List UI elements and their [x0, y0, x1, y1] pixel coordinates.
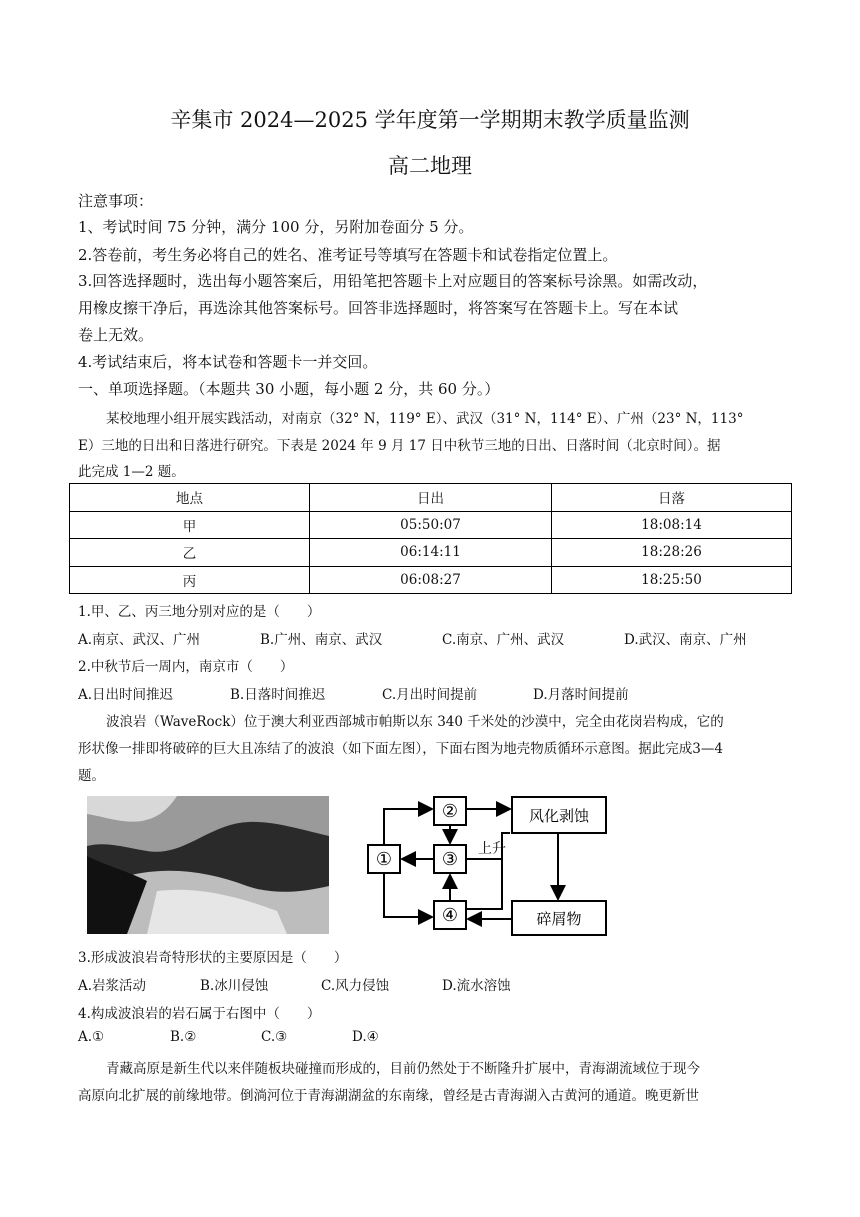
node-3-label: ③: [441, 849, 459, 870]
wave-rock-photo: [87, 796, 329, 934]
question-2-option-b: B.日落时间推迟: [230, 687, 326, 703]
question-4-stem: 4.构成波浪岩的岩石属于右图中（ ）: [78, 1006, 321, 1022]
question-4-option-c: C.③: [261, 1029, 288, 1045]
passage-1-line-1: 某校地理小组开展实践活动，对南京（32° N，119° E）、武汉（31° N，114° E）、广州（23° N，113°: [106, 411, 744, 427]
passage-3-line-1: 青藏高原是新生代以来伴随板块碰撞而形成的，目前仍然处于不断隆升扩展中，青海湖流域位于现今: [106, 1061, 700, 1077]
question-1-stem: 1.甲、乙、丙三地分别对应的是（ ）: [78, 604, 321, 620]
table-cell: 18:28:26: [552, 539, 792, 567]
notice-item-4: 4.考试结束后，将本试卷和答题卡一并交回。: [78, 353, 378, 371]
table-header-cell: 日落: [552, 484, 792, 512]
passage-3-line-2: 高原向北扩展的前缘地带。倒淌河位于青海湖湖盆的东南缘，曾经是古青海湖入古黄河的通道。晚更新世: [78, 1088, 699, 1104]
table-cell: 06:08:27: [310, 566, 552, 594]
question-3-option-d: D.流水溶蚀: [442, 978, 511, 994]
table-header-cell: 日出: [310, 484, 552, 512]
table-row: [70, 511, 792, 539]
table-cell: 05:50:07: [310, 511, 552, 539]
notice-item-3-line-3: 卷上无效。: [78, 326, 154, 344]
notice-item-3-line-2: 用橡皮擦干净后，再选涂其他答案标号。回答非选择题时，将答案写在答题卡上。写在本试: [78, 299, 679, 317]
question-2-option-d: D.月落时间提前: [533, 687, 629, 703]
node-2-label: ②: [441, 801, 459, 822]
weathering-label: 风化剥蚀: [528, 807, 590, 825]
question-3-option-c: C.风力侵蚀: [321, 978, 390, 994]
uplift-label: 上升: [478, 841, 506, 857]
question-2-stem: 2.中秋节后一周内，南京市（ ）: [78, 659, 294, 675]
table-cell: 乙: [70, 539, 310, 567]
passage-1-line-3: 此完成 1—2 题。: [78, 464, 185, 480]
passage-2-line-3: 题。: [78, 768, 105, 784]
passage-2-line-1: 波浪岩（WaveRock）位于澳大利亚西部城市帕斯以东 340 千米处的沙漠中，完全由花岗岩构成，它的: [106, 714, 724, 730]
question-3-option-b: B.冰川侵蚀: [200, 978, 269, 994]
debris-label: 碎屑物: [536, 910, 582, 928]
table-cell: 06:14:11: [310, 539, 552, 567]
table-cell: 丙: [70, 566, 310, 594]
question-2-option-a: A.日出时间推迟: [78, 687, 174, 703]
question-3-stem: 3.形成波浪岩奇特形状的主要原因是（ ）: [78, 950, 348, 966]
table-cell: 18:08:14: [552, 511, 792, 539]
passage-2-line-2: 形状像一排即将破碎的巨大且冻结了的波浪（如下面左图），下面右图为地壳物质循环示意图。据此完成3—4: [78, 741, 723, 757]
table-cell: 甲: [70, 511, 310, 539]
passage-1-line-2: E）三地的日出和日落进行研究。下表是 2024 年 9 月 17 日中秋节三地的日出、日落时间（北京时间）。据: [78, 438, 721, 454]
subject-title: 高二地理: [388, 154, 472, 178]
table-header-row: [70, 484, 792, 512]
question-4-option-d: D.④: [352, 1029, 379, 1045]
question-1-option-c: C.南京、广州、武汉: [442, 632, 565, 648]
wave-rock-photo-graphic: [87, 796, 329, 934]
table-row: [70, 566, 792, 594]
notice-item-3-line-1: 3.回答选择题时，选出每小题答案后，用铅笔把答题卡上对应题目的答案标号涂黑。如需改动，: [78, 272, 708, 290]
exam-title: 辛集市 2024—2025 学年度第一学期期末教学质量监测: [170, 108, 690, 132]
node-1-label: ①: [375, 849, 393, 870]
rock-cycle-diagram: [362, 793, 624, 939]
table-cell: 18:25:50: [552, 566, 792, 594]
node-4-label: ④: [441, 905, 459, 926]
section-heading: 一、单项选择题。（本题共 30 小题，每小题 2 分，共 60 分。）: [78, 380, 500, 398]
question-4-option-a: A.①: [78, 1029, 105, 1045]
question-4-option-b: B.②: [170, 1029, 197, 1045]
question-1-option-a: A.南京、武汉、广州: [78, 632, 201, 648]
question-1-option-d: D.武汉、南京、广州: [624, 632, 747, 648]
question-2-option-c: C.月出时间提前: [382, 687, 478, 703]
notice-item-2: 2.答卷前，考生务必将自己的姓名、准考证号等填写在答题卡和试卷指定位置上。: [78, 246, 618, 264]
table-header-cell: 地点: [70, 484, 310, 512]
table-row: [70, 539, 792, 567]
notice-item-1: 1、考试时间 75 分钟，满分 100 分，另附加卷面分 5 分。: [78, 218, 474, 236]
notice-heading: 注意事项：: [78, 192, 154, 210]
question-1-option-b: B.广州、南京、武汉: [260, 632, 383, 648]
question-3-option-a: A.岩浆活动: [78, 978, 147, 994]
sunrise-sunset-table: [69, 483, 792, 594]
